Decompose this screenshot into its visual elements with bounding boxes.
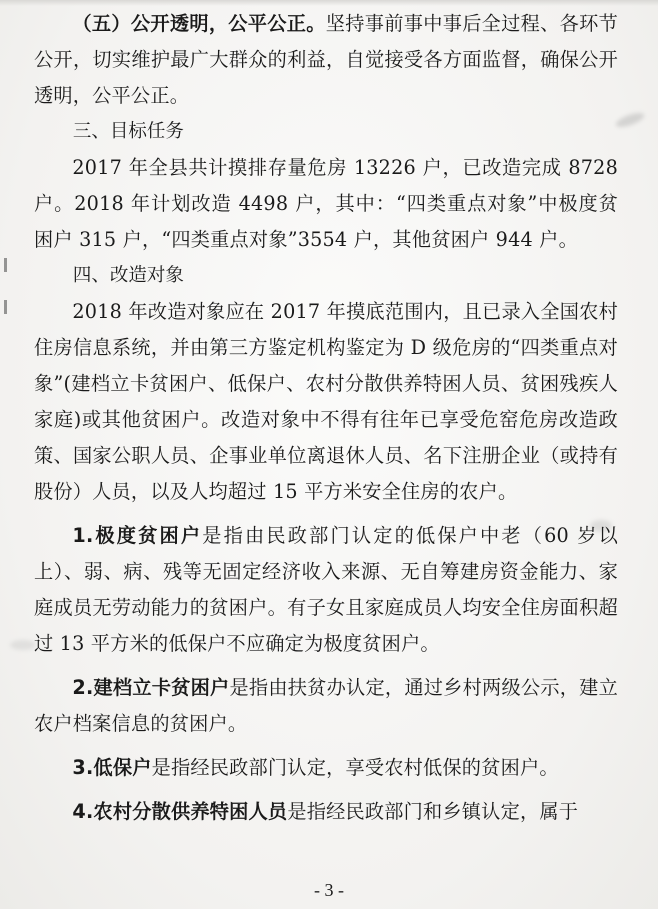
def1-text: 是指由民政部门认定的低保户中老（60 岁以上）、弱、病、残等无固定经济收入来源、无自筹建房资金能力、家庭成员无劳动能力的贫困户。有子女且家庭成员人均安全住房面积超过 13 平方米的低保户不应确定为极度贫困户。 <box>34 524 619 655</box>
page-number: - 3 - <box>314 880 344 900</box>
paragraph-def4 <box>34 794 618 830</box>
document-body <box>34 6 618 830</box>
def2-lead: 2.建档立卡贫困户 <box>72 676 230 699</box>
def2-text: 是指由扶贫办认定，通过乡村两级公示，建立农户档案信息的贫困户。 <box>34 676 618 735</box>
def1-lead: 1.极度贫困户 <box>72 524 203 547</box>
paragraph-def2 <box>34 670 618 742</box>
paragraph-objects: 2018 年改造对象应在 2017 年摸底范围内，且已录入全国农村住房信息系统，并由第三方鉴定机构鉴定为 D 级危房的“四类重点对象”(建档立卡贫困户、低保户、农村分散供养特困人员、贫困残疾人家庭)或其他贫困户。改造对象中不得有往年已享受危窑危房改造政策、国家公职人员、企事业单位离退休人员、名下注册企业（或持有股份）人员，以及人均超过 15 平方米安全住房的农户。 <box>34 300 618 503</box>
def4-lead: 4.农村分散供养特困人员 <box>72 800 288 823</box>
def3-lead: 3.低保户 <box>72 756 152 779</box>
scan-smudge <box>10 640 36 650</box>
def4-text: 是指经民政部门和乡镇认定，属于 <box>287 800 579 823</box>
paragraph-item5 <box>34 6 618 114</box>
margin-mark <box>4 258 7 272</box>
heading-target-tasks: 三、目标任务 <box>72 121 184 142</box>
margin-mark <box>4 300 7 314</box>
def3-text: 是指经民政部门认定，享受农村低保的贫困户。 <box>151 756 559 779</box>
paragraph-target: 2017 年全县共计摸排存量危房 13226 户，已改造完成 8728 户。2018 年计划改造 4498 户，其中：“四类重点对象”中极度贫困户 315 户，“四类重点对象”3554 户，其他贫困户 944 户。 <box>34 156 618 251</box>
paragraph-def1 <box>34 518 618 662</box>
item5-lead: （五）公开透明，公平公正。 <box>72 12 326 35</box>
item5-text: 坚持事前事中事后全过程、各环节公开，切实维护最广大群众的利益，自觉接受各方面监督，确保公开透明，公平公正。 <box>34 12 619 107</box>
paragraph-def3 <box>34 750 618 786</box>
scan-smudge <box>614 110 646 130</box>
heading-renovation-objects: 四、改造对象 <box>72 265 184 286</box>
